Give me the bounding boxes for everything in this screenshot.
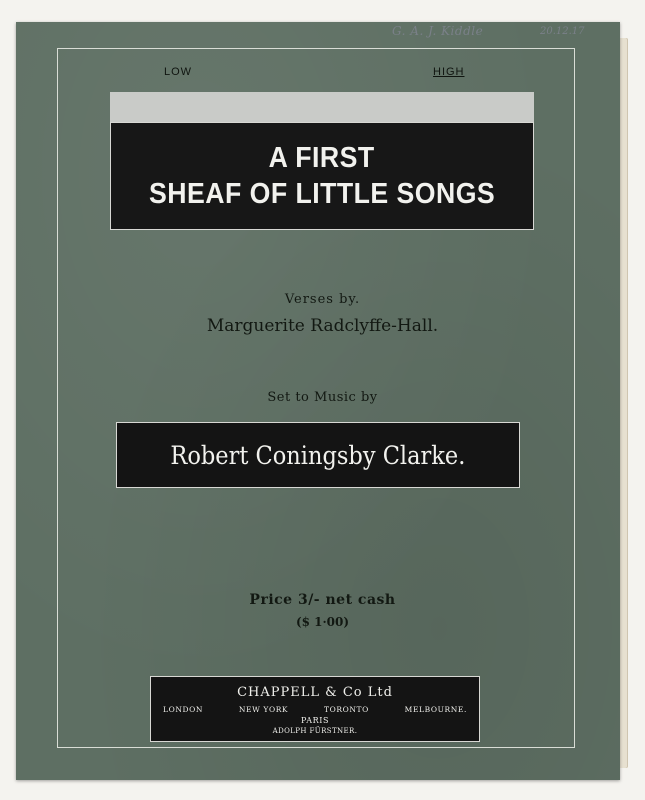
title-line-1: A FIRST <box>268 142 375 174</box>
city-new-york: NEW YORK <box>238 705 289 714</box>
voice-range-low: LOW <box>164 66 193 78</box>
handwritten-date: 20.12.17 <box>540 26 585 37</box>
publisher-label <box>150 676 480 742</box>
composer-name: Robert Coningsby Clarke. <box>170 440 466 470</box>
title-label <box>110 122 534 230</box>
city-melbourne: MELBOURNE. <box>404 705 467 714</box>
voice-range-high: HIGH <box>433 66 465 78</box>
music-by-label: Set to Music by <box>267 390 378 405</box>
lyricist-name: Marguerite Radclyffe-Hall. <box>206 316 439 336</box>
price-dollar-text: ($ 1·00) <box>295 615 350 629</box>
city-toronto: TORONTO <box>323 705 369 714</box>
city-london: LONDON <box>163 705 204 714</box>
title-line-2: SHEAF OF LITTLE SONGS <box>148 178 496 210</box>
composer-label <box>116 422 520 488</box>
city-paris: PARIS <box>300 716 330 725</box>
title-top-strip <box>110 92 534 122</box>
publisher-name: CHAPPELL & Co Ltd <box>237 685 393 700</box>
verses-by-label: Verses by. <box>284 292 361 307</box>
price-text: Price 3/- net cash <box>249 592 396 608</box>
publisher-agent: ADOLPH FÜRSTNER. <box>272 727 358 735</box>
publisher-cities <box>163 705 467 714</box>
handwritten-owner-name: G. A. J. Kiddle <box>392 24 484 38</box>
